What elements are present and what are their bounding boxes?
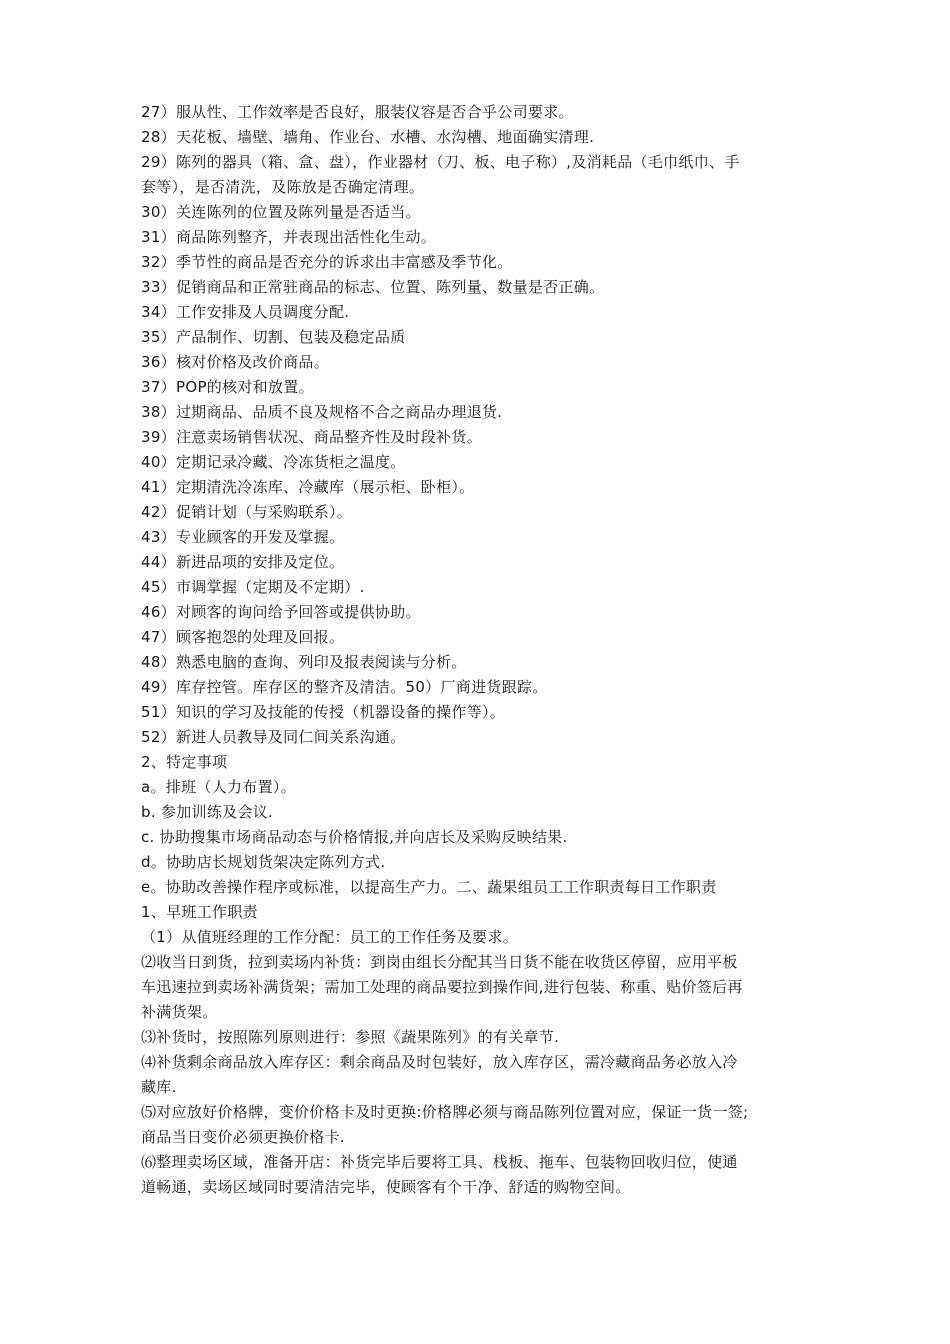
- list-item-33: 33）促销商品和正常驻商品的标志、位置、陈列量、数量是否正确。: [141, 278, 605, 296]
- list-item-45: 45）市调掌握（定期及不定期）.: [141, 578, 365, 596]
- list-item-38: 38）过期商品、品质不良及规格不合之商品办理退货.: [141, 403, 503, 421]
- duty-item-6-cont: 道畅通，卖场区域同时要清洁完毕，使顾客有个干净、舒适的购物空间。: [141, 1178, 631, 1196]
- list-item-34: 34）工作安排及人员调度分配.: [141, 303, 350, 321]
- list-item-36: 36）核对价格及改价商品。: [141, 353, 329, 371]
- duty-item-2: ⑵收当日到货，拉到卖场内补货：到岗由组长分配其当日货不能在收货区停留，应用平板: [141, 953, 738, 971]
- list-item-40: 40）定期记录冷藏、冷冻货柜之温度。: [141, 453, 406, 471]
- duty-item-6: ⑹整理卖场区域，准备开店：补货完毕后要将工具、栈板、拖车、包装物回收归位，使通: [141, 1153, 738, 1171]
- duty-item-4: ⑷补货剩余商品放入库存区：剩余商品及时包装好，放入库存区，需冷藏商品务必放入冷: [141, 1053, 738, 1071]
- duty-item-3: ⑶补货时，按照陈列原则进行：参照《蔬果陈列》的有关章节.: [141, 1028, 560, 1046]
- section-heading-morning-shift: 1、早班工作职责: [141, 903, 258, 921]
- list-item-29: 29）陈列的器具（箱、盒、盘），作业器材（刀、板、电子称）,及消耗品（毛巾纸巾、手: [141, 153, 740, 171]
- section-heading-special-items: 2、特定事项: [141, 753, 228, 771]
- list-item-35: 35）产品制作、切割、包装及稳定品质: [141, 328, 406, 346]
- list-item-28: 28）天花板、墙壁、墙角、作业台、水槽、水沟槽、地面确实清理.: [141, 128, 595, 146]
- list-item-39: 39）注意卖场销售状况、商品整齐性及时段补货。: [141, 428, 482, 446]
- special-item-e: e。协助改善操作程序或标准，以提高生产力。二、蔬果组员工工作职责每日工作职责: [141, 878, 717, 896]
- list-item-49-50: 49）库存控管。库存区的整齐及清洁。50）厂商进货跟踪。: [141, 678, 548, 696]
- list-item-41: 41）定期清洗冷冻库、冷藏库（展示柜、卧柜）。: [141, 478, 475, 496]
- special-item-b: b. 参加训练及会议.: [141, 803, 274, 821]
- special-item-c: c. 协助搜集市场商品动态与价格情报,并向店长及采购反映结果.: [141, 828, 568, 846]
- list-item-52: 52）新进人员教导及同仁间关系沟通。: [141, 728, 406, 746]
- special-item-d: d。协助店长规划货架决定陈列方式.: [141, 853, 386, 871]
- duty-item-1: （1）从值班经理的工作分配：员工的工作任务及要求。: [141, 928, 519, 946]
- duty-item-2-cont: 车迅速拉到卖场补满货架；需加工处理的商品要拉到操作间,进行包装、称重、贴价签后再: [141, 978, 743, 996]
- list-item-27: 27）服从性、工作效率是否良好，服装仪容是否合乎公司要求。: [141, 103, 574, 121]
- list-item-31: 31）商品陈列整齐，并表现出活性化生动。: [141, 228, 437, 246]
- list-item-42: 42）促销计划（与采购联系）。: [141, 503, 353, 521]
- list-item-44: 44）新进品项的安排及定位。: [141, 553, 345, 571]
- duty-item-2-end: 补满货架。: [141, 1003, 218, 1021]
- list-item-43: 43）专业顾客的开发及掌握。: [141, 528, 345, 546]
- list-item-48: 48）熟悉电脑的查询、列印及报表阅读与分析。: [141, 653, 467, 671]
- document-body: [141, 100, 821, 1200]
- list-item-30: 30）关连陈列的位置及陈列量是否适当。: [141, 203, 421, 221]
- list-item-32: 32）季节性的商品是否充分的诉求出丰富感及季节化。: [141, 253, 513, 271]
- special-item-a: a。排班（人力布置）。: [141, 778, 296, 796]
- duty-item-5-cont: 商品当日变价必须更换价格卡.: [141, 1128, 345, 1146]
- duty-item-5: ⑸对应放好价格牌，变价价格卡及时更换:价格牌必须与商品陈列位置对应，保证一货一签;: [141, 1103, 749, 1121]
- duty-item-4-cont: 藏库.: [141, 1078, 177, 1096]
- list-item-46: 46）对顾客的询问给予回答或提供协助。: [141, 603, 421, 621]
- list-item-51: 51）知识的学习及技能的传授（机器设备的操作等）。: [141, 703, 506, 721]
- list-item-47: 47）顾客抱怨的处理及回报。: [141, 628, 345, 646]
- list-item-37: 37）POP的核对和放置。: [141, 378, 314, 396]
- list-item-29-cont: 套等），是否清洗，及陈放是否确定清理。: [141, 178, 425, 196]
